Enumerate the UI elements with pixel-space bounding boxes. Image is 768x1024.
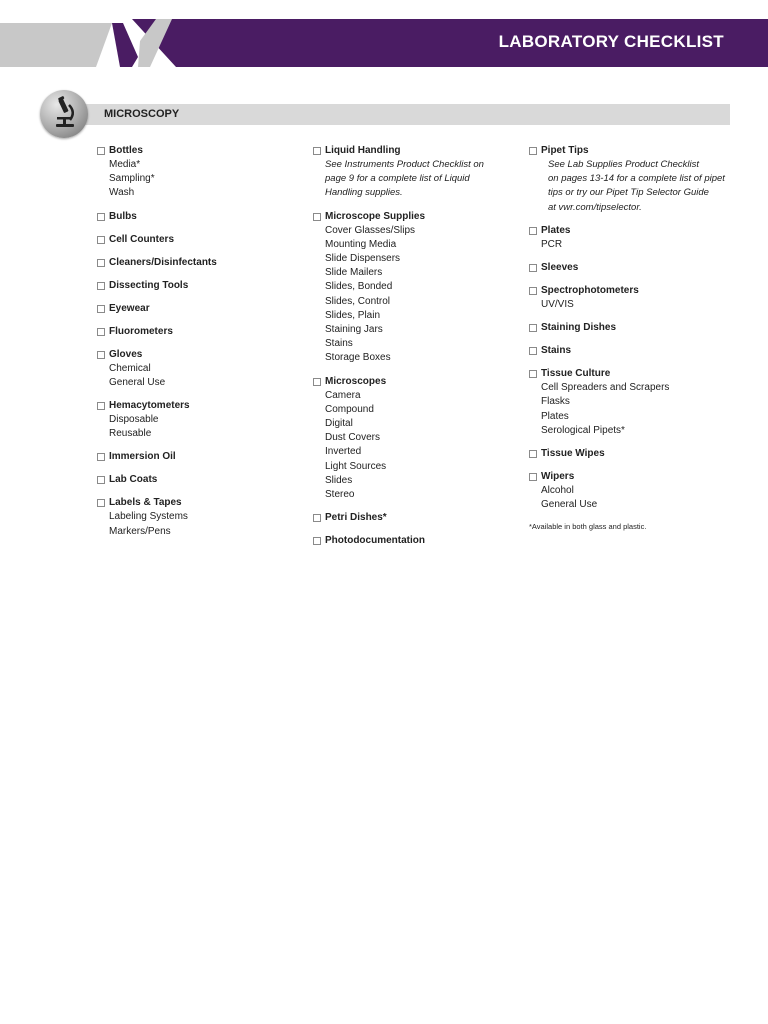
checklist-item[interactable] — [313, 511, 523, 525]
checklist-item[interactable] — [529, 447, 734, 461]
checklist-group — [97, 210, 307, 224]
checklist-item-label: Bulbs — [109, 210, 137, 222]
checkbox[interactable] — [313, 378, 321, 386]
checklist-subitem: Digital — [325, 418, 353, 430]
checklist-note-line: on pages 13-14 for a complete list of pipet — [548, 173, 725, 185]
checklist-item-label: Bottles — [109, 145, 143, 156]
checklist-item[interactable] — [529, 144, 734, 158]
checklist-item-label: Sleeves — [541, 262, 579, 274]
checklist-subitem: Slide Mailers — [325, 267, 383, 279]
checklist-item-label: Pipet Tips — [541, 145, 589, 156]
checklist-group — [529, 261, 734, 275]
checklist-item[interactable] — [97, 325, 307, 339]
checkbox[interactable] — [97, 476, 105, 484]
checklist-note-line: See Lab Supplies Product Checklist — [548, 159, 700, 170]
checklist-item[interactable] — [529, 321, 734, 335]
checklist-group — [97, 144, 307, 201]
checklist-item[interactable] — [97, 210, 307, 224]
checklist-item-label: Petri Dishes* — [325, 512, 387, 524]
checkbox[interactable] — [529, 287, 537, 295]
checklist-subitem: Mounting Media — [325, 238, 397, 250]
column-2 — [313, 144, 523, 557]
checklist-note-line: Handling supplies. — [325, 187, 403, 199]
checkbox[interactable] — [313, 213, 321, 221]
checklist-subitem: Labeling Systems — [109, 511, 188, 523]
checklist-group — [529, 470, 734, 512]
checklist-item[interactable] — [97, 279, 307, 293]
checklist-group — [313, 144, 523, 201]
checklist-subitem: Media* — [109, 159, 141, 170]
checklist-subitem: Dust Covers — [325, 432, 381, 444]
checklist-item-label: Plates — [541, 224, 571, 236]
checklist-item[interactable] — [313, 210, 523, 224]
checklist-subitem: Disposable — [109, 414, 159, 426]
checklist-item[interactable] — [97, 399, 307, 413]
checklist-subitem: Serological Pipets* — [541, 424, 625, 436]
checklist-group — [97, 279, 307, 293]
checklist-item[interactable] — [529, 470, 734, 484]
checklist-subitem: Camera — [325, 389, 361, 401]
checklist-group — [97, 325, 307, 339]
checklist-item-label: Microscopes — [325, 375, 387, 387]
checklist-subitem: Chemical — [109, 362, 151, 374]
checklist-item[interactable] — [313, 375, 523, 389]
checklist-subitem: Cover Glasses/Slips — [325, 224, 416, 236]
checklist-group — [97, 496, 307, 538]
checklist-item-label: Immersion Oil — [109, 451, 176, 463]
checklist-item-label: Cleaners/Disinfectants — [109, 256, 217, 268]
checklist-group — [529, 447, 734, 461]
checklist-subitem: PCR — [541, 238, 563, 250]
checklist-subitem: Slides, Control — [325, 295, 391, 307]
checklist-subitem: Alcohol — [541, 485, 574, 497]
checklist-group — [97, 302, 307, 316]
checklist-subitem: UV/VIS — [541, 299, 574, 311]
checkbox[interactable] — [529, 147, 537, 155]
header-banner — [0, 19, 768, 67]
section-bar — [84, 104, 730, 125]
checkbox[interactable] — [97, 351, 105, 359]
checklist-subitem: Staining Jars — [325, 324, 383, 336]
checklist-item[interactable] — [97, 450, 307, 464]
column-3 — [529, 144, 734, 533]
checkbox[interactable] — [97, 305, 105, 313]
checklist-item[interactable] — [97, 144, 307, 158]
checklist-note-line: page 9 for a complete list of Liquid — [325, 173, 470, 185]
checklist-item-label: Wipers — [541, 471, 575, 483]
checklist-group — [97, 399, 307, 441]
checkbox[interactable] — [97, 453, 105, 461]
checklist-group — [97, 348, 307, 390]
checklist-group — [529, 344, 734, 358]
checkbox[interactable] — [529, 370, 537, 378]
checklist-subitem: Slides — [325, 474, 353, 486]
checklist-item[interactable] — [529, 261, 734, 275]
checklist-item[interactable] — [313, 144, 523, 158]
checkbox[interactable] — [529, 264, 537, 272]
checklist-subitem: Stains — [325, 338, 353, 350]
checklist-note-line: at vwr.com/tipselector. — [548, 201, 642, 213]
checklist-item-label: Cell Counters — [109, 233, 175, 245]
checklist-subitem: Wash — [109, 187, 135, 199]
checklist-subitem: Sampling* — [109, 173, 155, 185]
checklist-group — [97, 233, 307, 247]
microscope-badge — [40, 90, 88, 138]
checklist-item-label: Labels & Tapes — [109, 497, 182, 509]
checklist-item-label: Microscope Supplies — [325, 210, 426, 222]
checklist-group — [529, 367, 734, 438]
checklist-item-label: Staining Dishes — [541, 322, 617, 334]
checklist-item-label: Lab Coats — [109, 474, 158, 486]
microscope-icon — [40, 90, 88, 138]
checklist-item-label: Gloves — [109, 348, 143, 360]
checkbox[interactable] — [313, 514, 321, 522]
checklist-group — [313, 210, 523, 366]
checkbox[interactable] — [97, 236, 105, 244]
checkbox[interactable] — [529, 347, 537, 355]
checklist-group — [97, 256, 307, 270]
checklist-note-line: tips or try our Pipet Tip Selector Guide — [548, 187, 709, 199]
checklist-subitem: Light Sources — [325, 460, 387, 472]
checkbox[interactable] — [97, 328, 105, 336]
checklist-subitem: Inverted — [325, 446, 362, 458]
checklist-subitem: Flasks — [541, 396, 570, 408]
checklist-group — [313, 534, 523, 548]
checklist-subitem: Storage Boxes — [325, 352, 391, 364]
checklist-item[interactable] — [97, 348, 307, 362]
checklist-group — [529, 284, 734, 312]
checklist-subitem: Slides, Bonded — [325, 281, 393, 293]
checklist-subitem: Slides, Plain — [325, 309, 381, 321]
checklist-group — [529, 144, 734, 215]
checkbox[interactable] — [97, 402, 105, 410]
checkbox[interactable] — [313, 147, 321, 155]
checklist-item-label: Photodocumentation — [325, 535, 425, 547]
checklist-item-label: Tissue Culture — [541, 368, 611, 380]
checklist-subitem: General Use — [541, 499, 598, 511]
checklist-subitem: General Use — [109, 376, 166, 388]
checklist-item[interactable] — [529, 224, 734, 238]
checkbox[interactable] — [313, 537, 321, 545]
checklist-item-label: Dissecting Tools — [109, 279, 189, 291]
checkbox[interactable] — [529, 324, 537, 332]
checklist-group — [313, 375, 523, 503]
checklist-item[interactable] — [529, 284, 734, 298]
checklist-subitem: Stereo — [325, 489, 355, 501]
checklist-item[interactable] — [529, 344, 734, 358]
checklist-group — [313, 511, 523, 525]
checklist-note-line: See Instruments Product Checklist on — [325, 159, 484, 170]
checkbox[interactable] — [529, 227, 537, 235]
checkbox[interactable] — [97, 499, 105, 507]
checklist-item-label: Hemacytometers — [109, 400, 190, 412]
checklist-item-label: Spectrophotometers — [541, 285, 639, 297]
checklist-item[interactable] — [97, 233, 307, 247]
checklist-item[interactable] — [529, 367, 734, 381]
checkbox[interactable] — [97, 282, 105, 290]
checklist-group — [529, 321, 734, 335]
checkbox[interactable] — [529, 473, 537, 481]
checklist-item-label: Stains — [541, 345, 572, 357]
checkbox[interactable] — [97, 213, 105, 221]
checklist-item-label: Fluorometers — [109, 325, 173, 337]
checklist-item-label: Eyewear — [109, 302, 150, 314]
page-title: LABORATORY CHECKLIST — [498, 32, 724, 51]
checklist-item[interactable] — [97, 302, 307, 316]
checklist-group — [97, 473, 307, 487]
checklist-subitem: Slide Dispensers — [325, 253, 401, 265]
checkbox[interactable] — [97, 259, 105, 267]
checklist-item[interactable] — [97, 496, 307, 510]
checklist-subitem: Plates — [541, 410, 569, 422]
checklist-subitem: Compound — [325, 403, 374, 415]
checklist-group — [529, 224, 734, 252]
checklist-item[interactable] — [313, 534, 523, 548]
column-1 — [97, 144, 307, 548]
checklist-item[interactable] — [97, 473, 307, 487]
section-title: MICROSCOPY — [104, 108, 180, 120]
checklist-group — [97, 450, 307, 464]
checklist-subitem: Markers/Pens — [109, 525, 171, 537]
checklist-item-label: Liquid Handling — [325, 145, 401, 156]
checkbox[interactable] — [97, 147, 105, 155]
checklist-subitem: Reusable — [109, 428, 152, 440]
checkbox[interactable] — [529, 450, 537, 458]
checklist-item-label: Tissue Wipes — [541, 448, 605, 460]
checklist-item[interactable] — [97, 256, 307, 270]
footnote: *Available in both glass and plastic. — [529, 522, 647, 532]
checklist-subitem: Cell Spreaders and Scrapers — [541, 382, 670, 394]
